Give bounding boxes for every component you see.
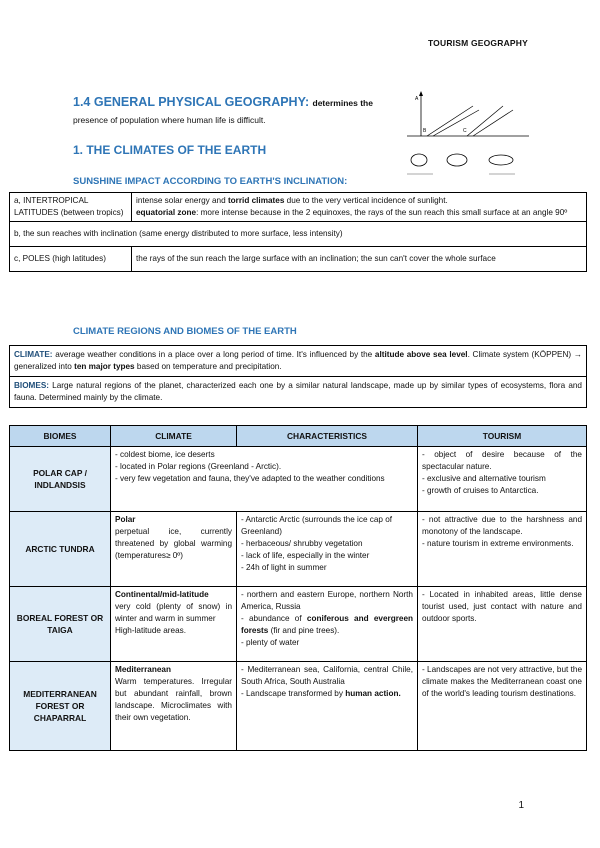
table-row bbox=[10, 193, 587, 222]
text: . Climate system (KÖPPEN) → generalized into bbox=[14, 350, 582, 371]
page-header: TOURISM GEOGRAPHY bbox=[427, 38, 528, 48]
taiga-climate bbox=[111, 587, 237, 662]
text: - abundance of bbox=[241, 614, 307, 623]
text: (fir and pine trees). bbox=[268, 626, 340, 635]
biomes-table bbox=[9, 425, 587, 751]
figure-label-b: B bbox=[423, 128, 427, 134]
tundra-climate bbox=[111, 512, 237, 587]
tundra-tourism bbox=[418, 512, 587, 587]
row-c-label: c, POLES (high latitudes) bbox=[10, 247, 132, 272]
text: due to the very vertical incidence of sunlight. bbox=[284, 196, 448, 205]
polar-tourism bbox=[418, 447, 587, 512]
col-header: CLIMATE bbox=[111, 426, 237, 447]
text: - plenty of water bbox=[241, 638, 300, 647]
text: Polar bbox=[115, 515, 136, 524]
section-subtitle: determines the bbox=[312, 98, 373, 108]
text: - nature tourism in extreme environments. bbox=[422, 539, 574, 548]
table-row bbox=[10, 587, 587, 662]
biome-name: ARCTIC TUNDRA bbox=[10, 512, 111, 587]
biome-name: BOREAL FOREST OR TAIGA bbox=[10, 587, 111, 662]
text: - herbaceous/ shrubby vegetation bbox=[241, 539, 363, 548]
keyword: human action. bbox=[345, 689, 401, 698]
text: - object of desire because of the spectacular nature. bbox=[422, 450, 582, 471]
text: - northern and eastern Europe, northern North America, Russia bbox=[241, 590, 413, 611]
biome-name: MEDITERRANEAN FOREST OR CHAPARRAL bbox=[10, 662, 111, 751]
row-a-content bbox=[132, 193, 587, 222]
text: very cold (plenty of snow) in winter and warm in summer bbox=[115, 602, 232, 623]
text: : more intense because in the 2 equinoxes, the rays of the sun reach this small surface at an angle 90º bbox=[196, 208, 568, 217]
title-block bbox=[73, 94, 393, 129]
row-a-line2 bbox=[136, 207, 582, 219]
section-title: 1.4 GENERAL PHYSICAL GEOGRAPHY: bbox=[73, 95, 310, 109]
text: - 24h of light in summer bbox=[241, 563, 327, 572]
text: High-latitude areas. bbox=[115, 626, 186, 635]
climate-definition bbox=[10, 346, 587, 377]
row-a-line1 bbox=[136, 195, 582, 207]
table-row bbox=[10, 447, 587, 512]
table-header-row bbox=[10, 426, 587, 447]
text: average weather conditions in a place over a long period of time. It's influenced by the bbox=[52, 350, 375, 359]
row-b-text: b, the sun reaches with inclination (same energy distributed to more surface, less intensity) bbox=[10, 222, 587, 247]
text: Warm temperatures. Irregular but abundant rainfall, brown landscape. Microclimates with their own vegetation. bbox=[115, 677, 232, 722]
text: - located in Polar regions (Greenland - Arctic). bbox=[115, 462, 282, 471]
text: perpetual ice, currently threatened by global warming (temperatures≥ 0º) bbox=[115, 527, 232, 560]
biomes-definition bbox=[10, 377, 587, 408]
table-row bbox=[10, 512, 587, 587]
text: based on temperature and precipitation. bbox=[134, 362, 282, 371]
row-c-text: the rays of the sun reach the large surface with an inclination; the sun can't cover the whole surface bbox=[132, 247, 587, 272]
keyword: CLIMATE: bbox=[14, 350, 53, 359]
keyword: BIOMES: bbox=[14, 381, 50, 390]
med-tourism: - Landscapes are not very attractive, but the climate makes the Mediterranean coast one of the world's leading tourism destinations. bbox=[418, 662, 587, 751]
keyword: coniferous and evergreen forests bbox=[241, 614, 414, 635]
sun-inclination-figure bbox=[403, 88, 533, 180]
table-row bbox=[10, 662, 587, 751]
figure-label-c: C bbox=[463, 128, 467, 134]
col-header: CHARACTERISTICS bbox=[237, 426, 418, 447]
page-number: 1 bbox=[518, 800, 524, 811]
biome-name: POLAR CAP / INDLANDSIS bbox=[10, 447, 111, 512]
text: Mediterranean bbox=[115, 665, 171, 674]
table-row bbox=[10, 247, 587, 272]
text: Continental/mid-latitude bbox=[115, 590, 209, 599]
text: - coldest biome, ice deserts bbox=[115, 450, 215, 459]
sunshine-table bbox=[9, 192, 587, 272]
keyword: equatorial zone bbox=[136, 208, 197, 217]
text: - exclusive and alternative tourism bbox=[422, 474, 546, 483]
tundra-characteristics bbox=[237, 512, 418, 587]
med-characteristics bbox=[237, 662, 418, 751]
figure-label-a: A bbox=[415, 96, 419, 102]
text: - lack of life, especially in the winter bbox=[241, 551, 370, 560]
row-a-label: a, INTERTROPICAL LATITUDES (between tropics) bbox=[10, 193, 132, 222]
polar-description bbox=[111, 447, 418, 512]
text: intense solar energy and bbox=[136, 196, 228, 205]
table-row bbox=[10, 346, 587, 377]
taiga-tourism: - Located in inhabited areas, little dense tourist used, just contact with nature and outdoor sports. bbox=[418, 587, 587, 662]
definitions-table bbox=[9, 345, 587, 408]
text: - not attractive due to the harshness and monotony of the landscape. bbox=[422, 515, 582, 536]
table-row bbox=[10, 222, 587, 247]
text: Large natural regions of the planet, characterized each one by a similar natural landscape, made up by similar types of ecosystems, flora and fauna. Determined mainly by the climate. bbox=[14, 381, 582, 402]
text: - very few vegetation and fauna, they've adapted to the weather conditions bbox=[115, 474, 385, 483]
text: - Landscape transformed by bbox=[241, 689, 346, 698]
text: - Mediterranean sea, California, central Chile, South Africa, South Australia bbox=[241, 665, 413, 686]
regions-heading: CLIMATE REGIONS AND BIOMES OF THE EARTH bbox=[73, 326, 297, 337]
climates-heading: 1. THE CLIMATES OF THE EARTH bbox=[73, 143, 267, 157]
keyword: torrid climates bbox=[227, 196, 285, 205]
text: - growth of cruises to Antarctica. bbox=[422, 486, 539, 495]
text: - Antarctic Arctic (surrounds the ice cap of Greenland) bbox=[241, 515, 393, 536]
table-row bbox=[10, 377, 587, 408]
taiga-characteristics bbox=[237, 587, 418, 662]
section-subtitle-tail: presence of population where human life is difficult. bbox=[73, 115, 266, 125]
sunshine-heading: SUNSHINE IMPACT ACCORDING TO EARTH'S INCLINATION: bbox=[73, 176, 348, 187]
col-header: BIOMES bbox=[10, 426, 111, 447]
keyword: altitude above sea level bbox=[374, 350, 468, 359]
keyword: ten major types bbox=[74, 362, 135, 371]
med-climate bbox=[111, 662, 237, 751]
col-header: TOURISM bbox=[418, 426, 587, 447]
